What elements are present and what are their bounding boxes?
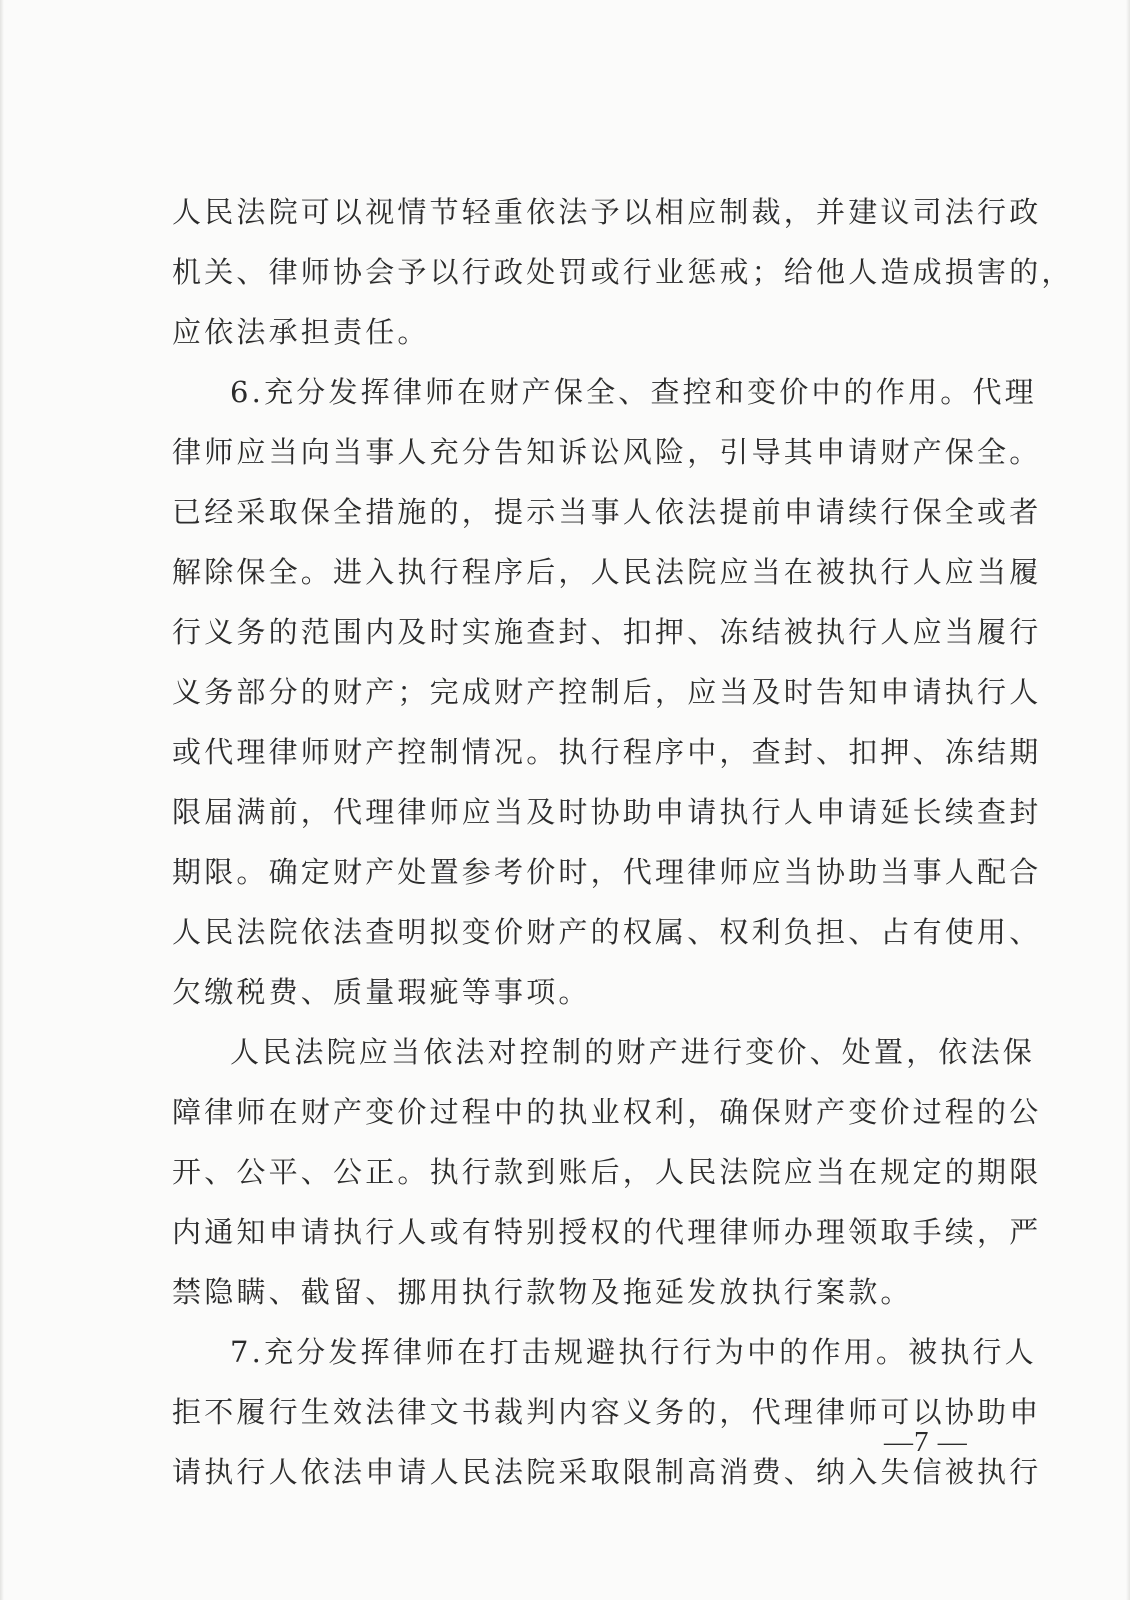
text-line: 开、公平、公正。执行款到账后，人民法院应当在规定的期限 <box>172 1155 1042 1189</box>
text-line: 应依法承担责任。 <box>172 315 430 349</box>
scan-edge-left <box>0 0 4 1600</box>
text-line: 障律师在财产变价过程中的执业权利，确保财产变价过程的公 <box>172 1095 1042 1129</box>
text-line: 行义务的范围内及时实施查封、扣押、冻结被执行人应当履行 <box>172 615 1042 649</box>
paragraph-first-line: 6.充分发挥律师在财产保全、查控和变价中的作用。代理 <box>230 375 1037 409</box>
text-line: 内通知申请执行人或有特别授权的代理律师办理领取手续，严 <box>172 1215 1042 1249</box>
page-number: —7 — <box>884 1426 968 1458</box>
text-line: 已经采取保全措施的，提示当事人依法提前申请续行保全或者 <box>172 495 1042 529</box>
text-line: 拒不履行生效法律文书裁判内容义务的，代理律师可以协助申 <box>172 1395 1042 1429</box>
text-line: 机关、律师协会予以行政处罚或行业惩戒；给他人造成损害的， <box>172 255 1074 289</box>
text-line: 或代理律师财产控制情况。执行程序中，查封、扣押、冻结期 <box>172 735 1042 769</box>
text-line: 人民法院可以视情节轻重依法予以相应制裁，并建议司法行政 <box>172 195 1042 229</box>
text-line: 请执行人依法申请人民法院采取限制高消费、纳入失信被执行 <box>172 1455 1042 1489</box>
text-line: 禁隐瞒、截留、挪用执行款物及拖延发放执行案款。 <box>172 1275 913 1309</box>
text-line: 解除保全。进入执行程序后，人民法院应当在被执行人应当履 <box>172 555 1042 589</box>
text-line: 限届满前，代理律师应当及时协助申请执行人申请延长续查封 <box>172 795 1042 829</box>
scan-edge-right <box>1126 0 1130 1600</box>
paragraph-first-line: 人民法院应当依法对控制的财产进行变价、处置，依法保 <box>230 1035 1036 1069</box>
body-text <box>172 182 1074 1502</box>
text-line: 欠缴税费、质量瑕疵等事项。 <box>172 975 591 1009</box>
text-line: 期限。确定财产处置参考价时，代理律师应当协助当事人配合 <box>172 855 1042 889</box>
text-line: 律师应当向当事人充分告知诉讼风险，引导其申请财产保全。 <box>172 435 1042 469</box>
text-line: 人民法院依法查明拟变价财产的权属、权利负担、占有使用、 <box>172 915 1042 949</box>
text-line: 义务部分的财产；完成财产控制后，应当及时告知申请执行人 <box>172 675 1042 709</box>
paragraph-first-line: 7.充分发挥律师在打击规避执行行为中的作用。被执行人 <box>230 1335 1037 1369</box>
